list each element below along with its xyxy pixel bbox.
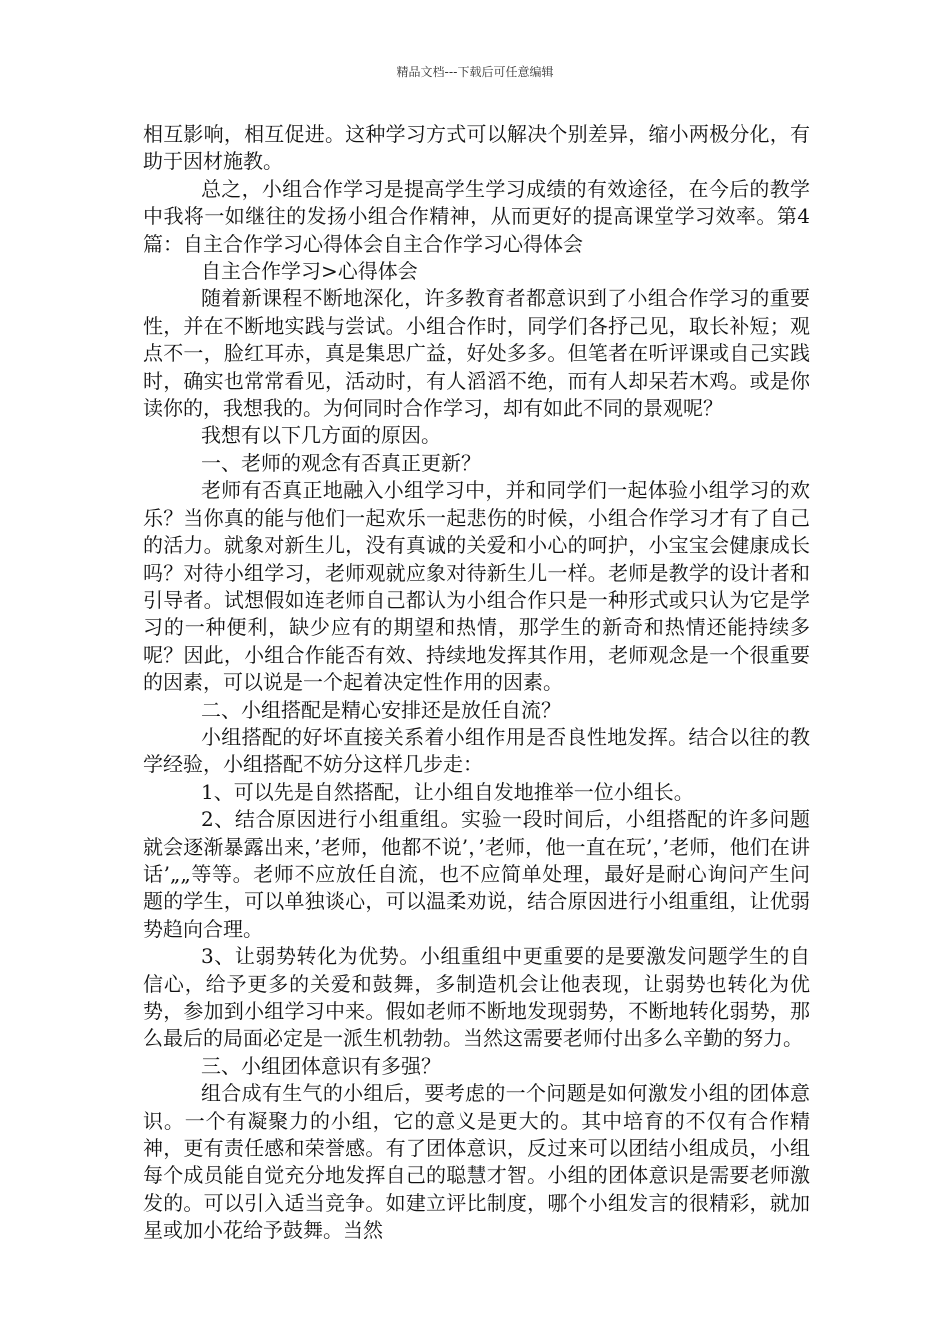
paragraph: 组合成有生气的小组后，要考虑的一个问题是如何激发小组的团体意识。一个有凝聚力的小组，它的意义是更大的。其中培育的不仅有合作精神，更有责任感和荣誉感。有了团体意识，反过来可以团结小组成员，小组每个成员能自觉充分地发挥自己的聪慧才智。小组的团体意识是需要老师激发的。可以引入适当竞争。如建立评比制度，哪个小组发言的很精彩，就加星或加小花给予鼓舞。当然 (143, 1081, 810, 1243)
section-heading: 一、老师的观念有否真正更新？ (201, 450, 481, 475)
paragraph: 总之，小组合作学习是提高学生学习成绩的有效途径，在今后的教学中我将一如继往的发扬小组合作精神，从而更好的提高课堂学习效率。第4篇：自主合作学习心得体会自主合作学习心得体会 (143, 176, 810, 256)
list-item: 3、让弱势转化为优势。小组重组中更重要的是要激发问题学生的自信心，给予更多的关爱和鼓舞，多制造机会让他表现，让弱势也转化为优势，参加到小组学习中来。假如老师不断地发现弱势，不断地转化弱势，那么最后的局面必定是一派生机勃勃。当然这需要老师付出多么辛勤的努力。 (143, 944, 810, 1051)
list-item: 1、可以先是自然搭配，让小组自发地推举一位小组长。 (201, 779, 694, 804)
section-heading: 二、小组搭配是精心安排还是放任自流？ (201, 697, 561, 722)
paragraph: 相互影响，相互促进。这种学习方式可以解决个别差异，缩小两极分化，有助于因材施教。 (143, 122, 810, 174)
document-body (143, 121, 810, 1245)
list-item: 2、结合原因进行小组重组。实验一段时间后，小组搭配的许多问题就会逐渐暴露出来，’老师，他都不说’，’老师，他一直在玩’，’老师，他们在讲话’„„等等。老师不应放任自流，也不应简单处理，最好是耐心询问产生问题的学生，可以单独谈心，可以温柔劝说，结合原因进行小组重组，让优弱势趋向合理。 (143, 807, 810, 941)
section-heading: 三、小组团体意识有多强？ (201, 1053, 441, 1078)
paragraph: 小组搭配的好坏直接关系着小组作用是否良性地发挥。结合以往的教学经验，小组搭配不妨分这样几步走： (143, 724, 810, 777)
paragraph: 自主合作学习>心得体会 (201, 259, 418, 284)
paragraph: 我想有以下几方面的原因。 (201, 423, 441, 448)
paragraph: 老师有否真正地融入小组学习中，并和同学们一起体验小组学习的欢乐？当你真的能与他们一起欢乐一起悲伤的时候，小组合作学习才有了自己的活力。就象对新生儿，没有真诚的关爱和小心的呵护，小宝宝会健康成长吗？对待小组学习，老师观就应象对待新生儿一样。老师是教学的设计者和引导者。试想假如连老师自己都认为小组合作只是一种形式或只认为它是学习的一种便利，缺少应有的期望和热情，那学生的新奇和热情还能持续多呢？因此，小组合作能否有效、持续地发挥其作用，老师观念是一个很重要的因素，可以说是一个起着决定性作用的因素。 (143, 478, 810, 695)
page-header: 精品文档---下载后可任意编辑 (396, 65, 554, 79)
paragraph: 随着新课程不断地深化，许多教育者都意识到了小组合作学习的重要性，并在不断地实践与尝试。小组合作时，同学们各抒己见，取长补短；观点不一，脸红耳赤，真是集思广益，好处多多。但笔者在听评课或自己实践时，确实也常常看见，活动时，有人滔滔不绝，而有人却呆若木鸡。或是你读你的，我想我的。为何同时合作学习，却有如此不同的景观呢？ (143, 286, 810, 421)
